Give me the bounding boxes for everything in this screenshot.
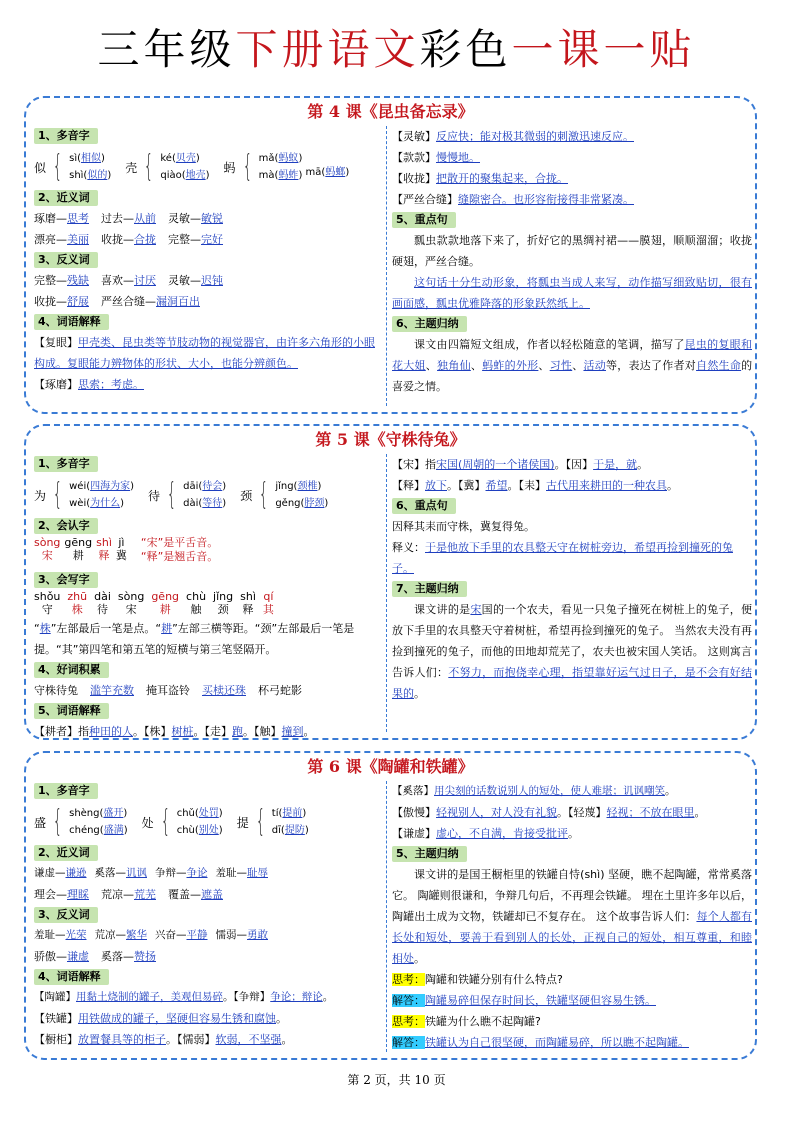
brace-icon: { [166, 477, 177, 512]
synonym-line: 理会—理睬 荒凉—荒芜 覆盖—遮盖 [34, 888, 223, 901]
word-explanation: 【傲慢】轻视别人，对人没有礼貌。【轻蔑】轻视；不放在眼里。 [392, 806, 706, 819]
brace-icon: { [242, 149, 252, 184]
polyphonic-group: 蚂 { mǎ(蚂蚁) mà(蚂蚱) mā(蚂螂) [223, 149, 350, 184]
lesson-4-card [24, 96, 757, 414]
column-divider [386, 454, 387, 732]
polyphonic-row [34, 801, 382, 843]
column-divider [386, 781, 387, 1052]
char-with-pinyin: qí 其 [262, 590, 274, 616]
antonym-line: 羞耻—光荣 荒凉—繁华 兴奋—平静 懦弱—勇敢 [34, 929, 268, 941]
polyphonic-group: 盛 { shèng(盛开) chéng(盛满) [34, 804, 128, 839]
char-with-pinyin: jǐng 颈 [213, 590, 234, 616]
word-explanation: 【琢磨】思索；考虑。 [34, 378, 144, 391]
answer-tag: 解答： [392, 1036, 425, 1049]
word-explanation: 【款款】慢慢地。 [392, 151, 480, 164]
char-with-pinyin: sòng 宋 [34, 536, 61, 562]
synonym-line: 谦虚—谦逊 奚落—讥讽 争辩—争论 羞耻—耻辱 [34, 867, 268, 879]
word-explanation: 【复眼】甲壳类、昆虫类等节肢动物的视觉器官，由许多六角形的小眼构成。复眼能力辨物体的形状、大小，也能分辨颜色。 [34, 336, 375, 370]
section-label: 3、反义词 [34, 252, 98, 268]
antonym-line: 完整—残缺 喜欢—讨厌 灵敏—迟钝 [34, 274, 223, 287]
word-explanation: 【释】放下。【冀】希望。【耒】古代用来耕田的一种农具。 [392, 479, 678, 492]
char-with-pinyin: shì 释 [240, 590, 256, 616]
section-label: 2、会认字 [34, 518, 98, 534]
polyphonic-group: 壳 { ké(贝壳) qiào(地壳) [125, 149, 210, 184]
section-label: 4、词语解释 [34, 969, 109, 985]
polyphonic-row [34, 146, 382, 188]
section-label: 3、反义词 [34, 907, 98, 923]
key-sentence: 因释其耒而守株，冀复得兔。 [392, 520, 535, 533]
char-with-pinyin: jì 冀 [115, 536, 127, 562]
antonym-line: 收拢—舒展 严丝合缝—漏洞百出 [34, 295, 200, 308]
section-label: 1、多音字 [34, 128, 98, 144]
char-with-pinyin: gēng 耕 [64, 536, 93, 562]
section-label: 1、多音字 [34, 783, 98, 799]
section-label: 5、词语解释 [34, 703, 109, 719]
write-chars-row [34, 590, 382, 618]
section-label: 7、主题归纳 [392, 581, 467, 597]
theme-summary: 课文由四篇短文组成，作者以轻松随意的笔调，描写了昆虫的复眼和花大姐、独角仙、蚂蚱的外形、习性、活动等，表达了作者对自然生命的喜爱之情。 [392, 338, 753, 393]
section-label: 4、好词积累 [34, 662, 109, 678]
word-explanation: 【耕者】指种田的人。【株】树桩。【走】跑。【触】撞到。 [34, 725, 315, 738]
think-tag: 思考： [392, 1015, 425, 1028]
word-explanation: 【奚落】用尖刻的话数说别人的短处，使人难堪；讥讽嘲笑。 [392, 785, 676, 797]
polyphonic-group: 为 { wéi(四海为家) wèi(为什么) [34, 477, 135, 512]
section-label: 6、主题归纳 [392, 316, 467, 332]
word-explanation: 【谦虚】虚心，不自满，肯接受批评。 [392, 827, 579, 840]
brace-icon: { [160, 804, 170, 839]
brace-icon: { [52, 149, 63, 184]
column-divider [386, 126, 387, 406]
page-title: 三年级下册语文彩色一课一贴 [97, 25, 696, 74]
char-with-pinyin: zhū 株 [67, 590, 88, 616]
word-explanation: 【收拢】把散开的聚集起来，合拢。 [392, 172, 568, 185]
char-with-pinyin: gēng 耕 [151, 590, 180, 616]
char-with-pinyin: sòng 宋 [117, 590, 145, 616]
section-label: 6、重点句 [392, 498, 456, 514]
page-footer: 第 2 页，共 10 页 [347, 1073, 446, 1087]
think-question: 思考：陶罐和铁罐分别有什么特点? [392, 973, 563, 986]
lesson-heading: 第 4 课《昆虫备忘录》 [307, 102, 474, 121]
lesson-heading: 第 5 课《守株待兔》 [315, 430, 466, 449]
word-explanation: 【宋】指宋国(周朝的一个诸侯国)。【因】于是，就。 [392, 458, 649, 471]
polyphonic-row [34, 474, 382, 516]
writing-note: “株”左部最后一笔是点。“耕”左部三横等距。“颈”左部最后一笔是提。“其”第四笔和第五笔的短横与第三笔竖隔开。 [34, 622, 355, 656]
left-column [34, 781, 382, 1050]
brace-icon: { [52, 477, 63, 512]
brace-icon: { [52, 804, 63, 839]
polyphonic-group: 待 { dāi(待会) dài(等待) [148, 477, 227, 512]
word-explanation: 【铁罐】用铁做成的罐子，坚硬但容易生锈和腐蚀。 [34, 1012, 287, 1025]
pronunciation-note: “宋”是平舌音。 [140, 536, 219, 549]
recognize-chars-row [34, 536, 382, 570]
answer-line: 解答：铁罐认为自己很坚硬，而陶罐易碎，所以瞧不起陶罐。 [392, 1036, 689, 1049]
theme-summary: 课文讲的是国王橱柜里的铁罐自恃(shì) 坚硬，瞧不起陶罐，常常奚落它。 陶罐则很谦和，争辩几句后，不再理会铁罐。 埋在土里许多年以后，陶罐出土成为文物，铁罐却已不复存在。 这个故事告诉人们：每个人都有长处和短处，要善于看到别人的长处，正视自己的短处，相互尊重，和睦相处。 [392, 868, 752, 965]
section-label: 1、多音字 [34, 456, 98, 472]
right-column [392, 781, 752, 1053]
section-label: 4、词语解释 [34, 314, 109, 330]
char-with-pinyin: dài 待 [94, 590, 111, 616]
word-explanation: 【严丝合缝】缝隙密合。也形容衔接得非常紧凑。 [392, 193, 634, 206]
key-sentence-analysis: 这句话十分生动形象，将瓢虫当成人来写，动作描写细致贴切，很有画面感，瓢虫优雅降落的形象跃然纸上。 [392, 276, 752, 310]
antonym-line: 骄傲—谦虚 奚落—赞扬 [34, 950, 156, 963]
section-label: 2、近义词 [34, 190, 98, 206]
char-with-pinyin: shǒu 守 [34, 590, 61, 616]
right-column [392, 126, 752, 397]
answer-tag: 解答： [392, 994, 425, 1007]
brace-icon: { [258, 477, 269, 512]
polyphonic-group: 处 { chǔ(处罚) chù(别处) [141, 804, 223, 839]
polyphonic-group: 似 { sì(相似) shì(似的) [34, 149, 112, 184]
good-words-line: 守株待兔 滥竽充数 掩耳盗铃 买椟还珠 杯弓蛇影 [34, 684, 302, 697]
key-sentence-meaning: 释义：于是他放下手里的农具整天守在树桩旁边，希望再捡到撞死的兔子。 [392, 541, 733, 575]
section-label: 3、会写字 [34, 572, 98, 588]
key-sentence: 瓢虫款款地落下来了，折好它的黑绸衬裙——膜翅，顺顺溜溜；收拢硬翅，严丝合缝。 [392, 234, 752, 268]
brace-icon: { [255, 804, 266, 839]
lesson-5-card [24, 424, 757, 740]
polyphonic-group: 提 { tí(提前) dī(提防) [236, 804, 309, 839]
answer-line: 解答：陶罐易碎但保存时间长，铁罐坚硬但容易生锈。 [392, 994, 656, 1007]
think-tag: 思考： [392, 973, 425, 986]
section-label: 5、主题归纳 [392, 846, 467, 862]
pronunciation-note: “释”是翘舌音。 [140, 550, 219, 563]
char-with-pinyin: shì 释 [96, 536, 112, 562]
brace-icon: { [144, 149, 154, 184]
synonym-line: 漂亮—美丽 收拢—合拢 完整—完好 [34, 233, 223, 246]
lesson-6-card [24, 751, 757, 1060]
polyphonic-group: 颈 { jǐng(颈椎) gěng(脖颈) [240, 477, 329, 512]
theme-summary: 课文讲的是宋国的一个农夫，看见一只兔子撞死在树桩上的兔子，便放下手里的农具整天守着树桩，希望再捡到撞死的兔子。 当然农夫没有再捡到撞死的兔子，而他的田地却荒芜了，农夫也被宋国人笑话。 这则寓言告诉人们：不努力，而抱侥幸心理，指望靠好运气过日子，是不会有好结果的。 [392, 603, 753, 700]
synonym-line: 琢磨—思考 过去—从前 灵敏—敏锐 [34, 212, 223, 225]
think-question: 思考：铁罐为什么瞧不起陶罐? [392, 1015, 541, 1028]
lesson-heading: 第 6 课《陶罐和铁罐》 [307, 757, 474, 776]
word-explanation: 【橱柜】放置餐具等的柜子。【懦弱】软弱，不坚强。 [34, 1033, 293, 1046]
left-column [34, 126, 382, 395]
section-label: 5、重点句 [392, 212, 456, 228]
word-explanation: 【灵敏】反应快；能对极其微弱的刺激迅速反应。 [392, 130, 634, 143]
right-column [392, 454, 752, 704]
section-label: 2、近义词 [34, 845, 98, 861]
word-explanation: 【陶罐】用黏土烧制的罐子，美观但易碎。【争辩】争论；辩论。 [34, 991, 334, 1003]
char-with-pinyin: chù 触 [186, 590, 207, 616]
left-column [34, 454, 382, 742]
